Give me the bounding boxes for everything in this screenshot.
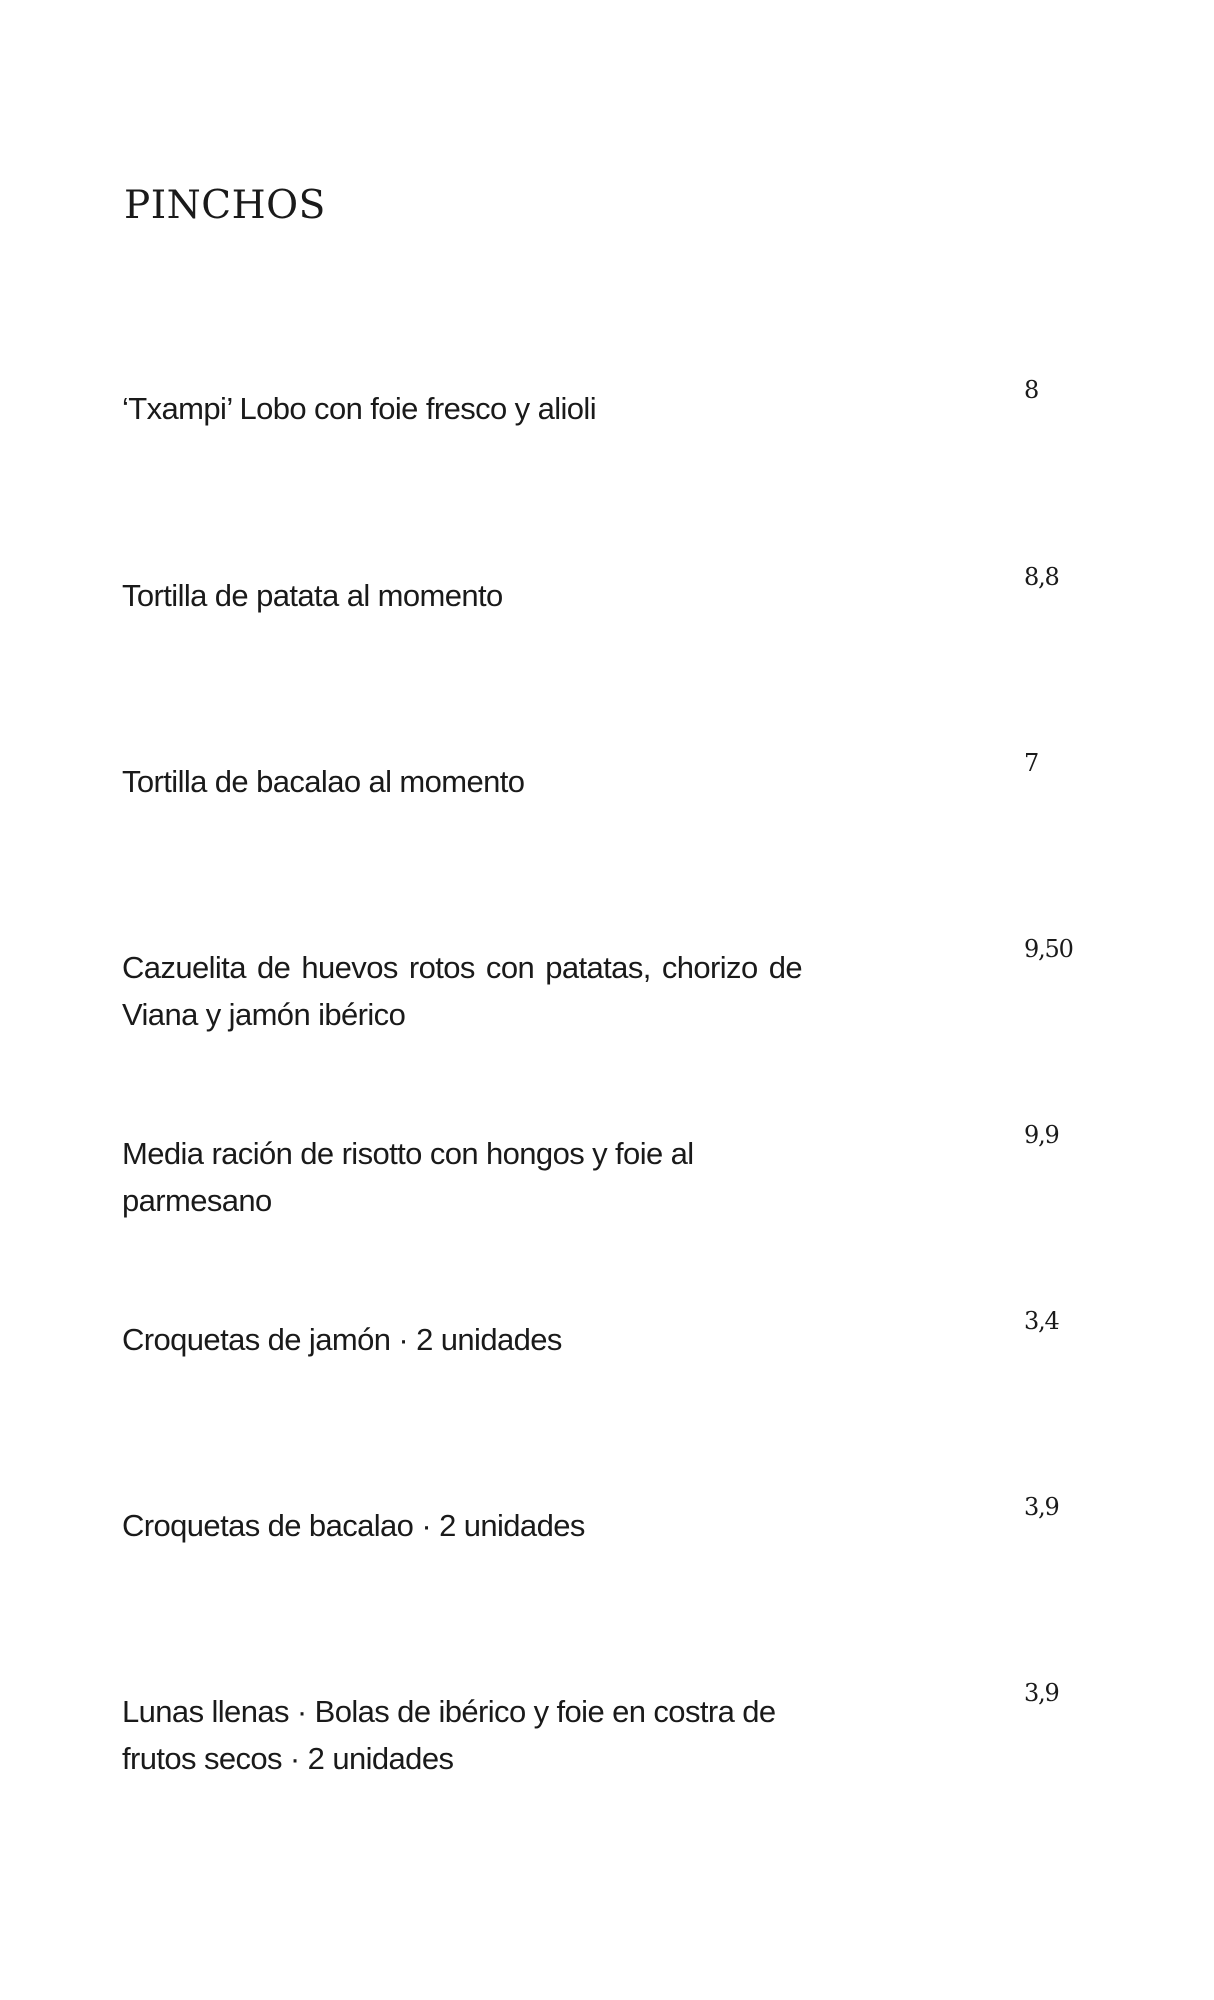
menu-item	[0, 1121, 1214, 1250]
menu-item-price: 9,9	[1024, 1121, 1059, 1149]
menu-item-name: Lunas llenas · Bolas de ibérico y foie en costra de frutos secos · 2 unidades	[122, 1694, 776, 1776]
menu-item-price: 8	[1024, 376, 1039, 404]
menu-item	[0, 749, 1214, 878]
menu-item	[0, 1493, 1214, 1622]
menu-item-name: Media ración de risotto con hongos y foie al parmesano	[122, 1136, 694, 1218]
menu-item	[0, 935, 1214, 1064]
menu-item-name: Tortilla de patata al momento	[122, 578, 503, 613]
menu-item-name: Cazuelita de huevos rotos con patatas, chorizo de Viana y jamón ibérico	[122, 950, 802, 1032]
menu-item-name: Croquetas de bacalao · 2 unidades	[122, 1508, 585, 1543]
menu-item-price: 3,9	[1024, 1493, 1059, 1521]
menu-item-name: ‘Txampi’ Lobo con foie fresco y alioli	[122, 391, 597, 426]
menu-item-price: 9,50	[1024, 935, 1073, 963]
menu-item-price: 3,4	[1024, 1307, 1059, 1335]
menu-item	[0, 1307, 1214, 1436]
menu-item-name: Tortilla de bacalao al momento	[122, 764, 525, 799]
section-title: PINCHOS	[124, 183, 326, 228]
menu-item-name: Croquetas de jamón · 2 unidades	[122, 1322, 562, 1357]
menu-item	[0, 376, 1214, 505]
menu-item-price: 7	[1024, 749, 1039, 777]
menu-item-price: 8,8	[1024, 563, 1059, 591]
menu-item	[0, 1679, 1214, 1808]
menu-item-price: 3,9	[1024, 1679, 1059, 1707]
menu-item	[0, 563, 1214, 692]
